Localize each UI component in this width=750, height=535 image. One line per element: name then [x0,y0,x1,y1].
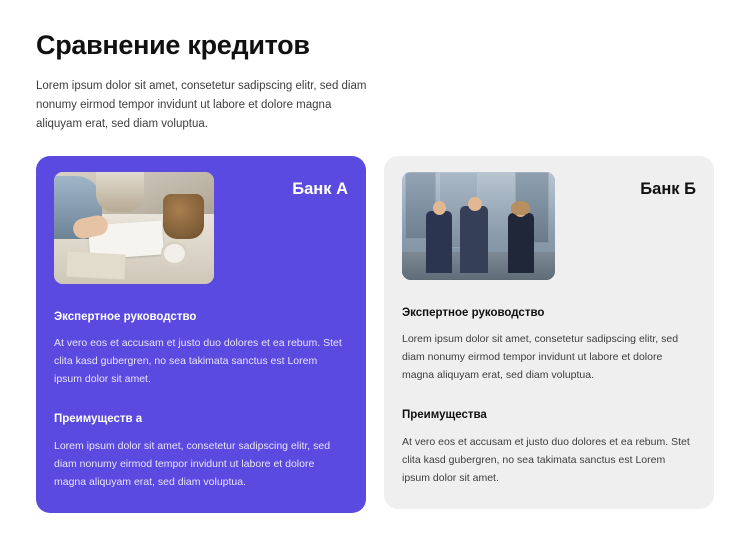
card-b-section-1-body: Lorem ipsum dolor sit amet, consetetur sadipscing elitr, sed diam nonumy eirmod tempor invidunt ut labore et dolore magna aliquyam erat, sed diam voluptua. [402,333,679,382]
card-b-section-2-body: At vero eos et accusam et justo duo dolores et ea rebum. Stet clita kasd gubergren, no sea takimata sanctus est Lorem ipsum dolor sit amet. [402,435,690,484]
card-a-section-2-body: Lorem ipsum dolor sit amet, consetetur sadipscing elitr, sed diam nonumy eirmod tempor invidunt ut labore et dolore magna aliquyam erat, sed diam voluptua. [54,439,331,488]
card-b-section-1-title: Экспертное руководство [402,306,545,319]
card-b-header [402,172,696,280]
meeting-table-photo [54,172,214,284]
page-intro-text: Lorem ipsum dolor sit amet, consetetur sadipscing elitr, sed diam nonumy eirmod tempor invidunt ut labore et dolore magna aliquyam erat, sed diam voluptua. [36,80,367,130]
card-a-header [54,172,348,284]
bank-card-a[interactable] [36,156,366,513]
bank-b-label: Банк Б [640,179,696,198]
card-a-section-2-title: Преимуществ а [54,413,143,426]
bank-a-label: Банк А [292,179,348,198]
comparison-cards [36,156,714,513]
page-title: Сравнение кредитов [36,30,310,60]
bank-card-b[interactable] [384,156,714,509]
card-a-section-1-title: Экспертное руководство [54,310,197,323]
card-a-section-1-body: At vero eos et accusam et justo duo dolores et ea rebum. Stet clita kasd gubergren, no sea takimata sanctus est Lorem ipsum dolor sit amet. [54,337,342,386]
handshake-street-photo [402,172,555,280]
card-b-section-2-title: Преимущества [402,409,487,422]
